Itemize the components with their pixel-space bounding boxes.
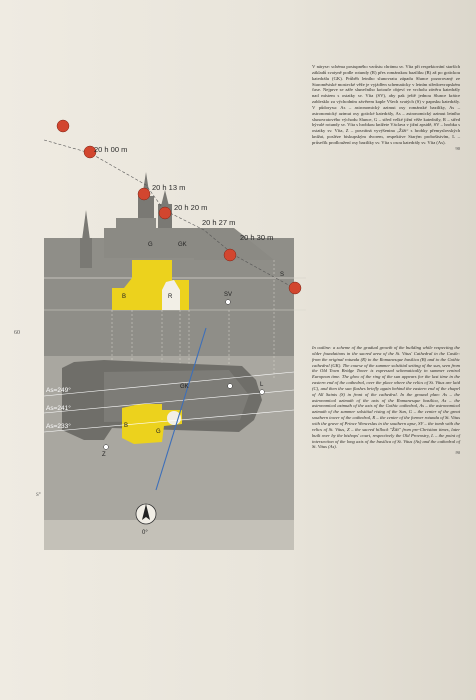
english-caption-text: In outline: a scheme of the gradual growth of the building while respecting the older foundations in the sacred area of the St. Vitus' Cathedral in the Castle: from the original rotunda (R) to the Romanesque basilica (B) and to the Gothic cathedral (GK). The course of the summer solstitial setting of the sun, seen from the Old Town Bridge Tower is expressed schematically in summer central European time. The glow of the ring of the sun appears for the last time in the eastern end of the cathedral, over the place where the relics of St. Vitus are laid (C), and then the sun flashes briefly again behind the eastern end of the chapel of All Saints (S) in front of the cathedral. In the ground plan: As – the astronomical azimuth of the axis of the Romanesque basilica, As – the astronomical azimuth of the axis of the Gothic cathedral, As – the astronomical azimuth of the summer solstitial rising of the Sun, G – the center of the great southern tower of the cathedral, R – the center of the former rotunda of St. Vitus with the grave of Prince Wenceslas in the southern apse, SV – the tomb with the relics of St. Vitus, Z – the sacred hillock "Žiži" from pre-Christian times, later built over by the bishops' court, respectively the Old Provostry, L – the point of intersection of the long axis of the basilica of St. Vitus (As) and the cathedral of St. Vitus (As).	[312, 345, 460, 450]
label-g: G	[148, 242, 153, 248]
label-r: R	[168, 294, 173, 300]
azimuth-label-2: As=241°	[46, 405, 71, 412]
label-b: B	[122, 294, 127, 300]
label-gk-plan: GK	[180, 384, 189, 390]
azimuth-label-3: As=233°	[46, 423, 71, 430]
rotunda-plan	[167, 411, 181, 425]
north-arrow	[136, 504, 156, 524]
marker-z	[104, 445, 109, 450]
time-label-1: 20 h 00 m	[94, 145, 128, 154]
label-s: S	[280, 272, 285, 278]
cathedral-figure	[44, 110, 306, 570]
czech-caption-text: V náryse: schéma postupného vzrůstu chrámu sv. Víta při respektování starších základů svatyně podle rotundy (R) přes románskou baziliku (B) až po gotickou katedrálu (GK). Průběh letního slunovratu západu Slunce pozorovaný ze Staroměstské mostecké věže je vyjádřen schematicky v letním středoevropském čase. Nejprve se záře slunečního kotouče objeví ve vrcholu závěru katedrály nad místem s ostatky sv. Víta (SV), aby pak ještě jednou Slunce krátce zablesklo za východním závěrem kaple Všech svatých (S) v paprsku katedrály. V půdorysu: As – astronomický azimut osy románské baziliky, As – astronomický azimut osy gotické katedrály, As – astronomický azimut letního slunovratového východu Slunce, G – střed velké jižní věže katedrály, R – střed bývalé rotundy sv. Víta s hrobkou knížete Václava v jižní apsidě, SV – hrobka s ostatky sv. Víta, Z – posvátná vyvýšenina „Žiži“ s hrobky přemyslovských knížat, posléze biskupským dvorem, respektive Starým proboštstvím, L – průsečík prodloužení osy baziliky sv. Víta s osou katedrály sv. Víta (As).	[312, 64, 460, 145]
time-label-3: 20 h 20 m	[174, 203, 208, 212]
marker-sv	[228, 384, 233, 389]
czech-caption	[312, 64, 460, 152]
label-sv: SV	[224, 292, 233, 298]
time-label-2: 20 h 13 m	[152, 183, 186, 192]
label-b-plan: B	[124, 423, 129, 429]
marker-sv-elev	[226, 300, 231, 305]
plan-foreground	[44, 520, 294, 550]
label-z: Z	[102, 452, 106, 458]
label-g-plan: G	[156, 429, 161, 435]
figure-tag: S°	[36, 493, 41, 498]
north-label: 0°	[142, 530, 148, 536]
label-gk: GK	[178, 242, 187, 248]
figure-drawing	[44, 110, 306, 570]
english-caption	[312, 345, 460, 456]
marker-l	[260, 390, 265, 395]
azimuth-label-1: As=249°	[46, 387, 71, 394]
page-number: 60	[14, 330, 20, 336]
english-page-ref: 90	[455, 450, 460, 456]
time-label-4: 20 h 27 m	[202, 218, 236, 227]
czech-page-ref: 90	[455, 145, 460, 151]
label-l: L	[260, 382, 264, 388]
time-label-5: 20 h 30 m	[240, 233, 274, 242]
